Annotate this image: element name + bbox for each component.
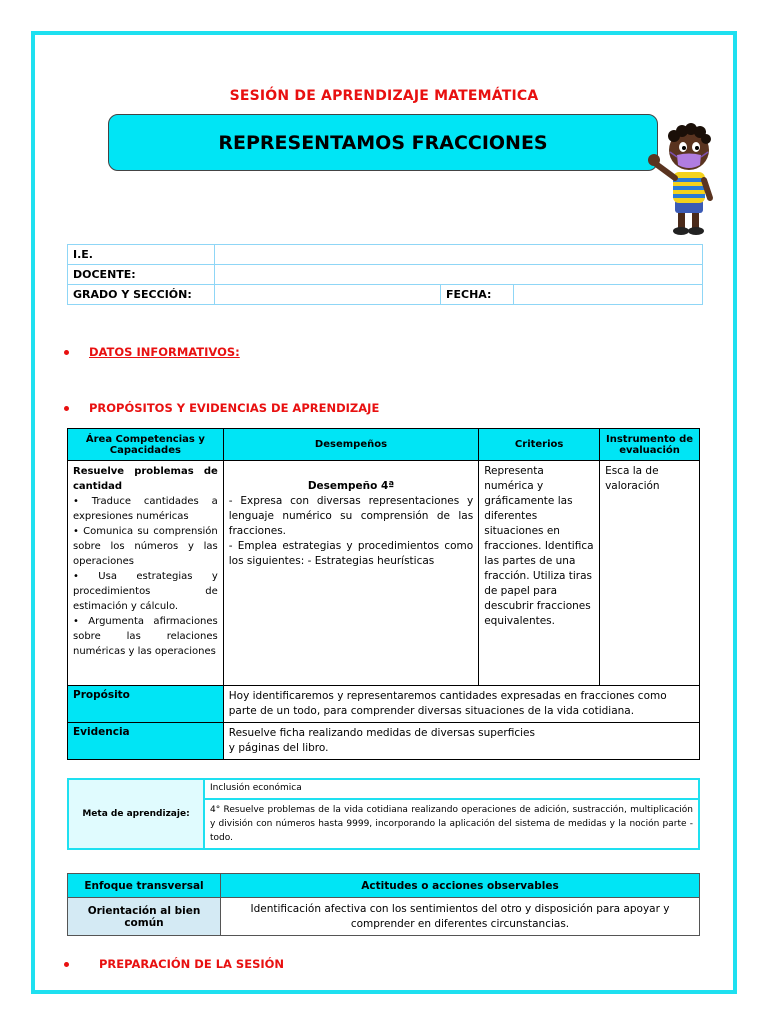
fecha-field[interactable] xyxy=(514,285,703,305)
evidencia-cell xyxy=(223,723,699,760)
header-area: Área Competencias y Capacidades xyxy=(68,429,224,461)
desempeno-title: Desempeño 4ª xyxy=(307,480,395,492)
bullet-icon xyxy=(64,350,69,355)
criterios-cell xyxy=(479,461,600,686)
evidencia-text: Resuelve ficha realizando medidas de diversas superficies xyxy=(228,727,535,739)
bullet-icon xyxy=(64,406,69,411)
docente-label: DOCENTE: xyxy=(68,265,215,285)
desempeno-text: - Emplea estrategias y procedimientos como los siguientes: - Estrategias heurísticas xyxy=(228,540,474,567)
header-desempenos: Desempeños xyxy=(223,429,478,461)
main-title: REPRESENTAMOS FRACCIONES xyxy=(218,131,548,154)
meta-table xyxy=(67,778,700,850)
meta-line2: 4° Resuelve problemas de la vida cotidiana realizando operaciones de adición, sustracción, multiplicación y división con números hasta 9999, incorporando la aplicación del sistema de medidas y la noción parte - todo. xyxy=(204,799,699,849)
enfoque-head-left: Enfoque transversal xyxy=(68,874,221,898)
enfoque-row-left: Orientación al bien común xyxy=(68,898,221,936)
main-title-banner xyxy=(108,114,658,171)
enfoque-head-right: Actitudes o acciones observables xyxy=(221,874,700,898)
area-item: • Traduce cantidades a expresiones numéricas xyxy=(73,496,218,522)
enfoque-table xyxy=(67,873,700,936)
section-datos: DATOS INFORMATIVOS: xyxy=(64,345,240,359)
waving-kid-illustration xyxy=(642,122,726,238)
section-propositos: PROPÓSITOS Y EVIDENCIAS DE APRENDIZAJE xyxy=(64,401,379,415)
session-title: SESIÓN DE APRENDIZAJE MATEMÁTICA xyxy=(229,88,539,104)
meta-line1: Inclusión económica xyxy=(204,779,699,799)
docente-field[interactable] xyxy=(215,265,703,285)
fecha-label: FECHA: xyxy=(441,285,514,305)
desempeno-cell xyxy=(223,461,478,686)
instrumento-cell xyxy=(600,461,700,686)
instrumento-text: Esca la de valoración xyxy=(605,465,660,492)
grado-field[interactable] xyxy=(215,285,441,305)
evidencia-label: Evidencia xyxy=(68,723,224,760)
info-table xyxy=(67,244,703,305)
competencias-table xyxy=(67,428,700,760)
meta-label: Meta de aprendizaje: xyxy=(68,779,204,849)
header-criterios: Criterios xyxy=(479,429,600,461)
area-title: Resuelve problemas de cantidad xyxy=(73,466,218,492)
enfoque-row-right: Identificación afectiva con los sentimientos del otro y disposición para apoyar y comprender en diferentes circunstancias. xyxy=(221,898,700,936)
grado-label: GRADO Y SECCIÓN: xyxy=(68,285,215,305)
section-preparacion: PREPARACIÓN DE LA SESIÓN xyxy=(64,957,284,971)
header-instrumento: Instrumento de evaluación xyxy=(600,429,700,461)
bullet-icon xyxy=(64,962,69,967)
area-item: • Argumenta afirmaciones sobre las relaciones numéricas y las operaciones xyxy=(73,616,218,657)
criterios-text: Representa numérica y gráficamente las diferentes situaciones en fracciones. Identifica las partes de una fracción. Utiliza tiras de papel para descubrir fracciones equivalentes. xyxy=(484,465,594,627)
desempeno-text: - Expresa con diversas representaciones y lenguaje numérico su comprensión de las fracciones. xyxy=(228,495,474,537)
area-cell xyxy=(68,461,224,686)
ie-label: I.E. xyxy=(68,245,215,265)
ie-field[interactable] xyxy=(215,245,703,265)
area-item: • Usa estrategias y procedimientos de estimación y cálculo. xyxy=(73,571,218,612)
proposito-text: Hoy identificaremos y representaremos cantidades expresadas en fracciones como parte de un todo, para comprender diversas situaciones de la vida cotidiana. xyxy=(228,690,667,717)
evidencia-text: y páginas del libro. xyxy=(228,742,329,754)
proposito-cell xyxy=(223,686,699,723)
proposito-label: Propósito xyxy=(68,686,224,723)
area-item: • Comunica su comprensión sobre los números y las operaciones xyxy=(73,526,218,567)
